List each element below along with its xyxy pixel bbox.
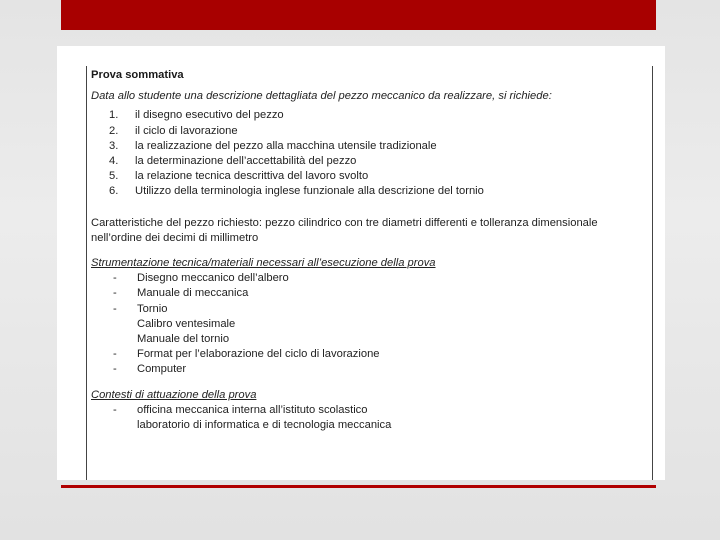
item-text: la relazione tecnica descrittiva del lavoro svolto (135, 170, 369, 183)
item-text: la determinazione dell’accettabilità del pezzo (135, 155, 357, 168)
item-number: 2. (109, 124, 119, 137)
list-item (91, 154, 649, 169)
list-item (91, 302, 649, 317)
list-item (91, 347, 649, 362)
document-frame (86, 66, 653, 480)
contexts-heading: Contesti di attuazione della prova (91, 388, 257, 401)
item-text: Format per l’elaborazione del ciclo di lavorazione (137, 348, 380, 361)
item-text: laboratorio di informatica e di tecnologia meccanica (137, 419, 392, 432)
list-item (91, 362, 649, 377)
instruments-heading: Strumentazione tecnica/materiali necessari all’esecuzione della prova (91, 257, 436, 270)
item-text: Calibro ventesimale (137, 317, 236, 330)
item-text: la realizzazione del pezzo alla macchina utensile tradizionale (135, 139, 437, 152)
list-item (91, 184, 649, 199)
doc-title: Prova sommativa (91, 69, 184, 81)
item-number: 1. (109, 109, 119, 122)
instruments-list (91, 271, 649, 377)
list-item (91, 139, 649, 154)
item-bullet: - (113, 287, 117, 300)
item-text: officina meccanica interna all’istituto scolastico (137, 403, 368, 416)
contexts-list (91, 403, 649, 433)
item-text: il ciclo di lavorazione (135, 124, 238, 137)
list-item (91, 271, 649, 286)
list-item (91, 403, 649, 418)
list-item (91, 108, 649, 123)
item-bullet: - (113, 363, 117, 376)
characteristics-text: Caratteristiche del pezzo richiesto: pezzo cilindrico con tre diametri differenti e tolleranza dimensionale nell’ordine dei decimi di millimetro (91, 216, 598, 244)
item-text: Utilizzo della terminologia inglese funzionale alla descrizione del tornio (135, 185, 484, 198)
item-number: 4. (109, 155, 119, 168)
item-text: Manuale di meccanica (137, 287, 249, 300)
list-item (91, 169, 649, 184)
top-accent-bar (61, 0, 656, 30)
list-item (91, 317, 649, 332)
item-bullet: - (113, 302, 117, 315)
item-number: 6. (109, 185, 119, 198)
item-text: Tornio (137, 302, 168, 315)
item-text: Computer (137, 363, 187, 376)
list-item (91, 286, 649, 301)
list-item (91, 124, 649, 139)
doc-intro: Data allo studente una descrizione dettagliata del pezzo meccanico da realizzare, si richiede: (91, 90, 552, 103)
list-item (91, 418, 649, 433)
requirements-list (91, 108, 649, 199)
item-bullet: - (113, 272, 117, 285)
item-number: 3. (109, 139, 119, 152)
item-text: il disegno esecutivo del pezzo (135, 109, 284, 122)
item-number: 5. (109, 170, 119, 183)
item-text: Disegno meccanico dell’albero (137, 272, 289, 285)
list-item (91, 332, 649, 347)
item-text: Manuale del tornio (137, 333, 230, 346)
item-bullet: - (113, 348, 117, 361)
bottom-accent-line (61, 485, 656, 488)
item-bullet: - (113, 403, 117, 416)
document-body (91, 68, 649, 433)
